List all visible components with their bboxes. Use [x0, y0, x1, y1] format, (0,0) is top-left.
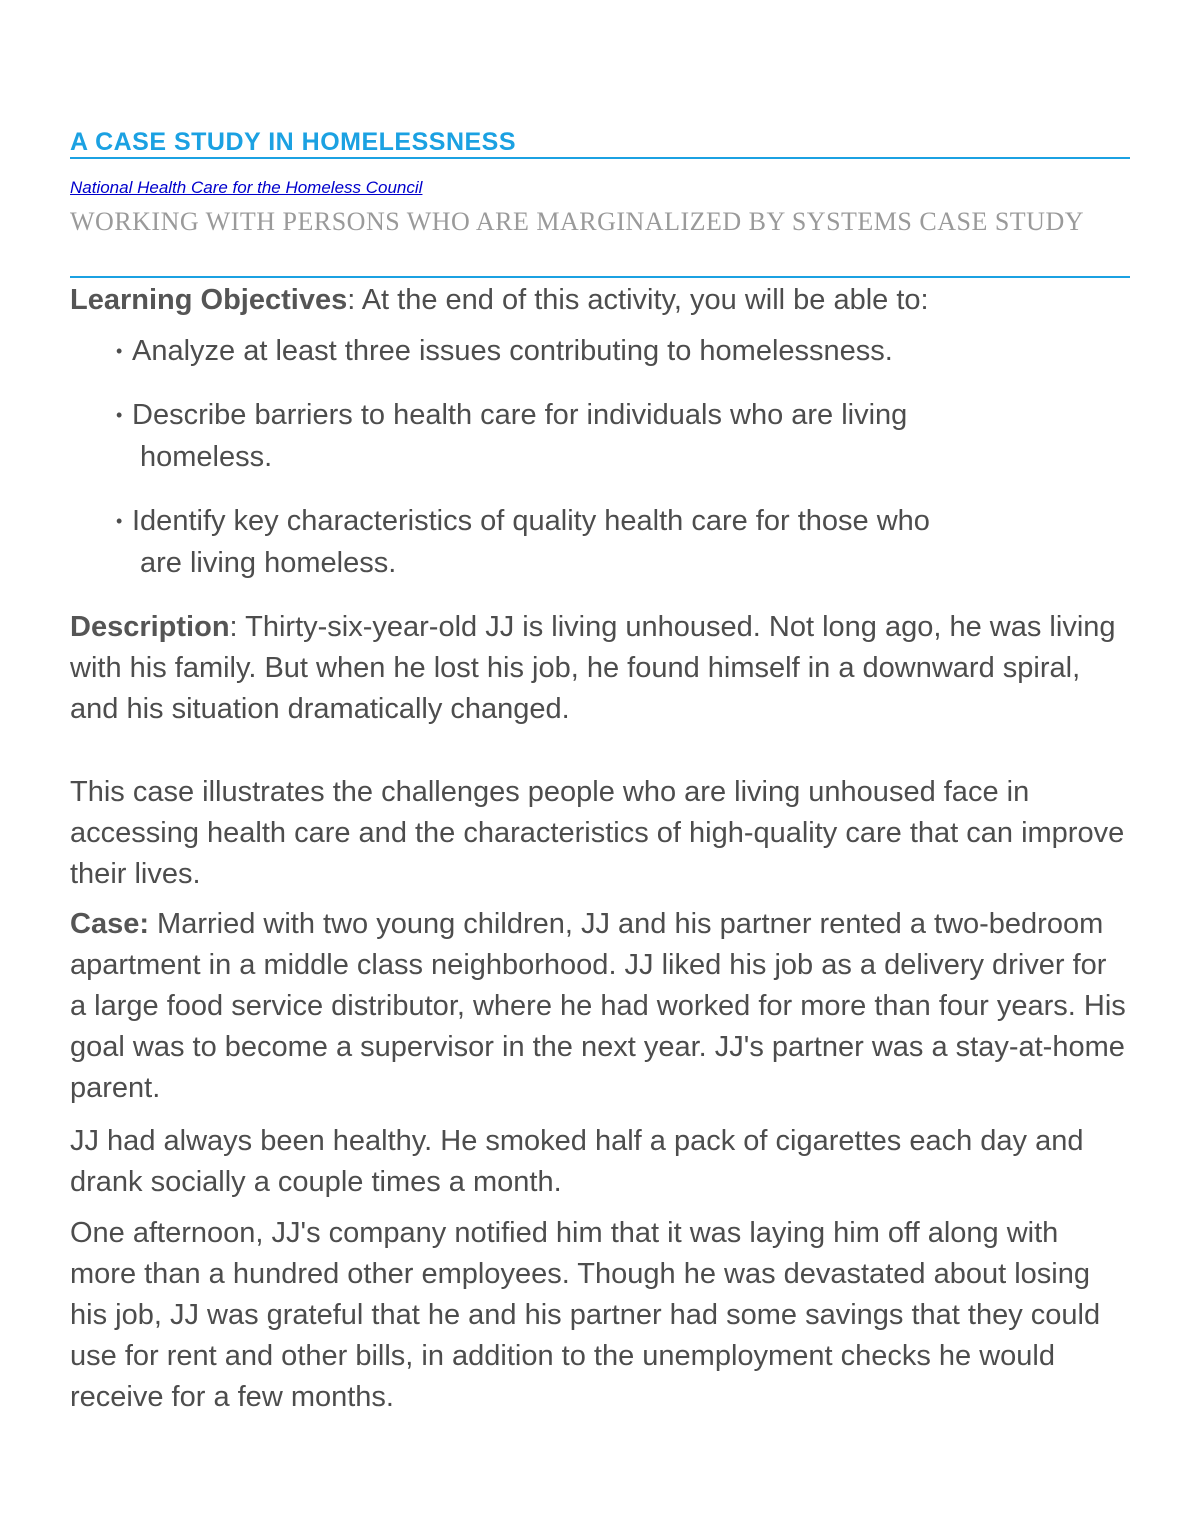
- list-item: [116, 500, 1116, 584]
- list-item: [116, 394, 1116, 478]
- objectives-list: [116, 330, 1116, 606]
- case-label: Case:: [70, 908, 149, 940]
- organization-link[interactable]: National Health Care for the Homeless Council: [70, 178, 423, 197]
- objective-text: Analyze at least three issues contributing to homelessness.: [132, 335, 893, 367]
- bullet-icon: •: [116, 405, 123, 425]
- learning-objectives-intro: [70, 280, 1130, 321]
- description-paragraph: [70, 607, 1130, 730]
- description-text: : Thirty-six-year-old JJ is living unhoused. Not long ago, he was living with his family. But when he lost his job, he found himself in a downward spiral, and his situation dramatically changed.: [70, 611, 1116, 725]
- learning-objectives-text: : At the end of this activity, you will be able to:: [347, 284, 929, 316]
- title-divider: [70, 157, 1130, 159]
- subtitle-divider: [70, 276, 1130, 278]
- bullet-icon: •: [116, 341, 123, 361]
- objective-text: Identify key characteristics of quality health care for those who: [132, 505, 930, 537]
- layoff-paragraph: One afternoon, JJ's company notified him that it was laying him off along with more than a hundred other employees. Though he was devastated about losing his job, JJ was grateful that he and his partner had some savings that they could use for rent and other bills, in addition to the unemployment checks he would receive for a few months.: [70, 1217, 1101, 1413]
- case-purpose-paragraph: This case illustrates the challenges people who are living unhoused face in accessing health care and the characteristics of high-quality care that can improve their lives.: [70, 776, 1125, 890]
- case-paragraph: [70, 904, 1130, 1109]
- list-item: [116, 330, 1116, 372]
- document-title: A CASE STUDY IN HOMELESSNESS: [70, 128, 517, 156]
- description-label: Description: [70, 611, 230, 643]
- objective-text-continued: are living homeless.: [140, 547, 397, 579]
- document-subtitle: WORKING WITH PERSONS WHO ARE MARGINALIZED BY SYSTEMS CASE STUDY: [70, 207, 1085, 236]
- learning-objectives-label: Learning Objectives: [70, 284, 348, 316]
- bullet-icon: •: [116, 511, 123, 531]
- case-text: Married with two young children, JJ and his partner rented a two-bedroom apartment in a middle class neighborhood. JJ liked his job as a delivery driver for a large food service distributor, where he had worked for more than four years. His goal was to become a supervisor in the next year. JJ's partner was a stay-at-home parent.: [70, 908, 1126, 1104]
- health-paragraph: JJ had always been healthy. He smoked half a pack of cigarettes each day and drank socially a couple times a month.: [70, 1125, 1084, 1198]
- objective-text-continued: homeless.: [140, 441, 273, 473]
- objective-text: Describe barriers to health care for individuals who are living: [132, 399, 908, 431]
